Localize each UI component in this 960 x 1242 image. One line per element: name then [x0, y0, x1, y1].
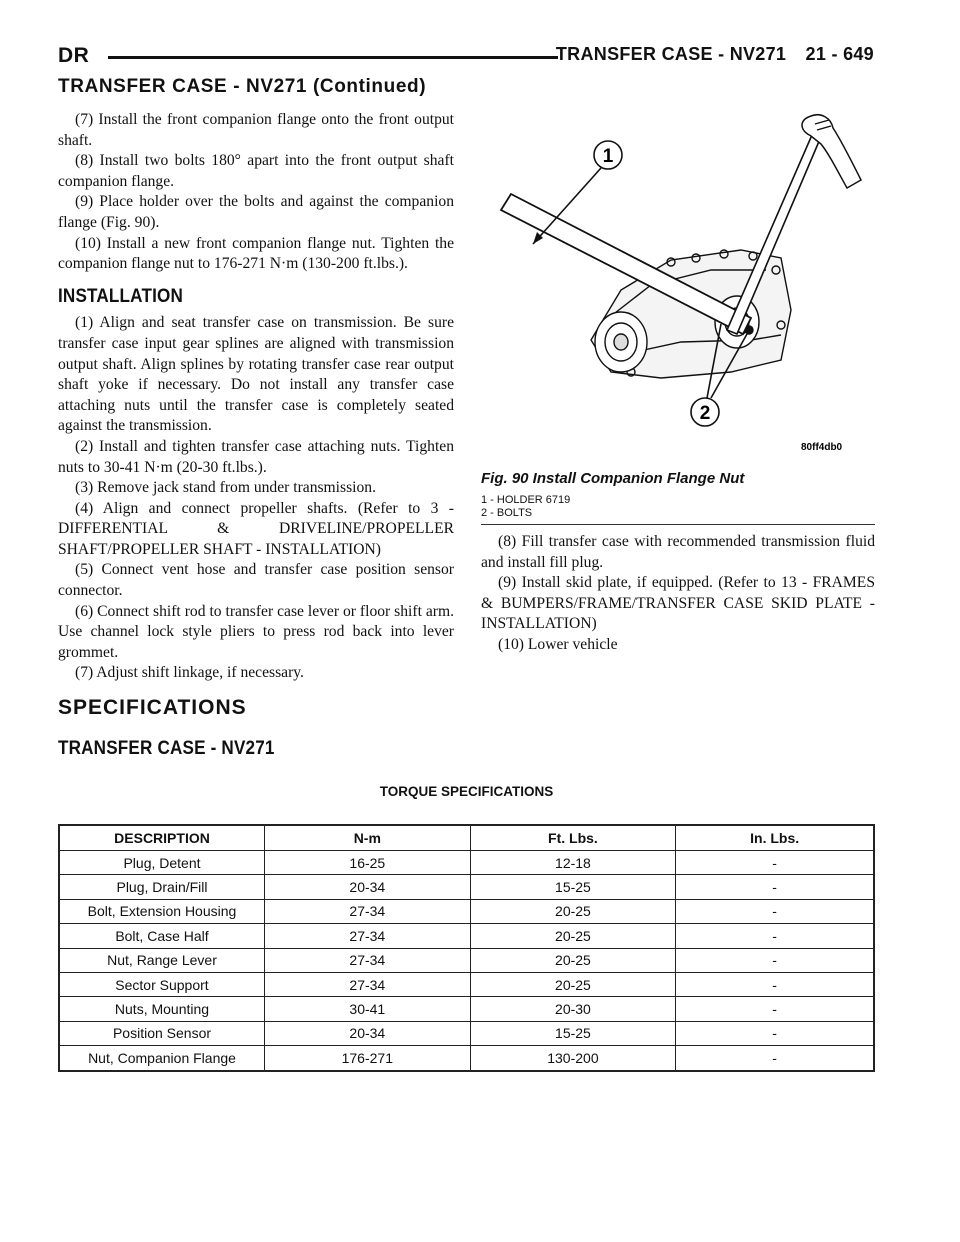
table-row [59, 875, 874, 899]
table-row [59, 851, 874, 875]
step-paragraph: (10) Install a new front companion flange nut. Tighten the companion flange nut to 176-271 N·m (130-200 ft.lbs.). [58, 234, 454, 273]
legend-item: 2 - BOLTS [481, 507, 533, 519]
header-page-number: 21 - 649 [805, 44, 874, 64]
table-cell: Plug, Drain/Fill [59, 875, 265, 899]
step-paragraph: (8) Install two bolts 180° apart into the front output shaft companion flange. [58, 152, 454, 190]
table-cell: 15-25 [470, 875, 676, 899]
table-cell: 30-41 [265, 997, 471, 1021]
table-row [59, 899, 874, 923]
step-paragraph: (7) Install the front companion flange onto the front output shaft. [58, 111, 454, 149]
table-cell: 16-25 [265, 851, 471, 875]
header-rule [108, 56, 558, 59]
column-header: N-m [265, 825, 471, 851]
table-cell: 20-25 [470, 924, 676, 948]
step-paragraph: (3) Remove jack stand from under transmission. [75, 479, 376, 497]
specifications-title: SPECIFICATIONS [58, 696, 247, 719]
step-paragraph: (4) Align and connect propeller shafts. (Refer to 3 - DIFFERENTIAL & DRIVELINE/PROPELLER SHAFT/PROPELLER SHAFT - INSTALLATION) [58, 499, 454, 558]
torque-table-title: TORQUE SPECIFICATIONS [379, 784, 554, 799]
table-row [59, 948, 874, 972]
header-right [542, 44, 874, 65]
table-cell: - [676, 1021, 874, 1045]
table-cell: Nuts, Mounting [59, 997, 265, 1021]
figure-illustration [481, 110, 875, 465]
continued-title: TRANSFER CASE - NV271 (Continued) [58, 76, 427, 97]
table-cell: Sector Support [59, 972, 265, 996]
table-cell: - [676, 924, 874, 948]
table-cell: 20-34 [265, 1021, 471, 1045]
table-cell: - [676, 851, 874, 875]
table-cell: 130-200 [470, 1046, 676, 1071]
callout-1-label: 1 [602, 146, 614, 167]
installation-heading: INSTALLATION [58, 285, 184, 307]
step-paragraph: (9) Place holder over the bolts and against the companion flange (Fig. 90). [58, 193, 454, 231]
step-paragraph: (8) Fill transfer case with recommended transmission fluid and install fill plug. [481, 533, 875, 571]
table-row [59, 972, 874, 996]
table-row [59, 1021, 874, 1045]
table-cell: 27-34 [265, 948, 471, 972]
callout-2-label: 2 [699, 403, 711, 424]
table-cell: Nut, Companion Flange [59, 1046, 265, 1071]
figure-caption: Fig. 90 Install Companion Flange Nut [481, 470, 745, 487]
header-section: TRANSFER CASE - NV271 [555, 44, 787, 64]
step-paragraph: (6) Connect shift rod to transfer case lever or floor shift arm. Use channel lock style pliers to press rod back into lever grommet. [58, 602, 454, 661]
step-paragraph: (9) Install skid plate, if equipped. (Refer to 13 - FRAMES & BUMPERS/FRAME/TRANSFER CASE SKID PLATE - INSTALLATION) [481, 574, 875, 633]
figure-legend [481, 494, 570, 520]
table-cell: 20-25 [470, 948, 676, 972]
table-cell: Bolt, Case Half [59, 924, 265, 948]
table-cell: Nut, Range Lever [59, 948, 265, 972]
table-cell: 20-25 [470, 972, 676, 996]
transfer-case-drawing [501, 115, 861, 378]
table-cell: - [676, 899, 874, 923]
table-header-row [59, 825, 874, 851]
table-cell: - [676, 972, 874, 996]
step-paragraph: (5) Connect vent hose and transfer case position sensor connector. [58, 561, 454, 600]
table-cell: Plug, Detent [59, 851, 265, 875]
table-cell: 12-18 [470, 851, 676, 875]
header-model-code: DR [58, 44, 90, 67]
table-cell: 176-271 [265, 1046, 471, 1071]
table-cell: 15-25 [470, 1021, 676, 1045]
right-column [481, 532, 875, 656]
table-row [59, 997, 874, 1021]
table-cell: Position Sensor [59, 1021, 265, 1045]
column-header: In. Lbs. [676, 825, 874, 851]
table-cell: - [676, 948, 874, 972]
table-cell: 27-34 [265, 899, 471, 923]
table-cell: - [676, 1046, 874, 1071]
figure-rule [481, 524, 875, 525]
legend-item: 1 - HOLDER 6719 [481, 494, 571, 506]
specifications-subtitle: TRANSFER CASE - NV271 [58, 738, 275, 759]
figure-90 [481, 110, 875, 526]
column-header: Ft. Lbs. [470, 825, 676, 851]
table-cell: - [676, 875, 874, 899]
torque-specifications-table [58, 824, 875, 1072]
table-cell: Bolt, Extension Housing [59, 899, 265, 923]
step-paragraph: (7) Adjust shift linkage, if necessary. [75, 664, 304, 682]
table-cell: 27-34 [265, 924, 471, 948]
step-paragraph: (2) Install and tighten transfer case attaching nuts. Tighten nuts to 30-41 N·m (20-30 ft.lbs.). [58, 437, 454, 476]
table-row [59, 1046, 874, 1071]
column-header: DESCRIPTION [59, 825, 265, 851]
left-column [58, 110, 454, 684]
step-paragraph: (1) Align and seat transfer case on transmission. Be sure transfer case input gear splines are aligned with transmission output shaft. Align splines by rotating transfer case rear output shaft yoke if necessary. Do not install any transfer case attaching nuts until the transfer case is completely seated against the transmission. [58, 314, 454, 435]
table-cell: - [676, 997, 874, 1021]
table-cell: 20-34 [265, 875, 471, 899]
table-cell: 20-25 [470, 899, 676, 923]
table-row [59, 924, 874, 948]
step-paragraph: (10) Lower vehicle [498, 635, 618, 653]
table-cell: 27-34 [265, 972, 471, 996]
art-code: 80ff4db0 [801, 442, 843, 453]
table-cell: 20-30 [470, 997, 676, 1021]
